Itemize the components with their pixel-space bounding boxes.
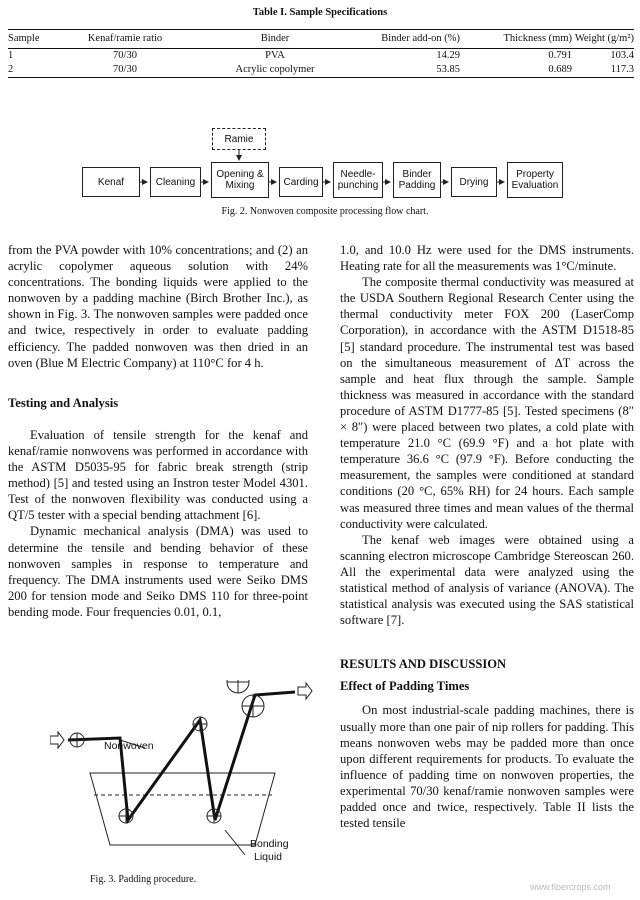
- table-cell: 0.689: [548, 64, 572, 75]
- paragraph: 1.0, and 10.0 Hz were used for the DMS instruments. Heating rate for all the measurements was 1°C/minute.: [340, 243, 634, 274]
- table-header-cell: Weight (g/m²): [574, 33, 634, 44]
- flow-step-needle-punching: Needle-punching: [333, 162, 383, 198]
- table-header-cell: Binder add-on (%): [381, 33, 460, 44]
- figure-2-caption: Fig. 2. Nonwoven composite processing flow chart.: [221, 206, 429, 217]
- table-cell: 70/30: [113, 64, 137, 75]
- flow-step-property-evaluation: Property Evaluation: [507, 162, 563, 198]
- table-cell: 14.29: [436, 50, 460, 61]
- table-row: [8, 63, 634, 77]
- flow-step-opening-mixing: Opening & Mixing: [211, 162, 269, 198]
- paragraph: The kenaf web images were obtained using a scanning electron microscope Cambridge Stereoscan 260. All the experimental data were analyzed using the statistical method of analysis of variance (ANOVA). The statistical analysis was executed using the SAS statistical software [7].: [340, 532, 634, 628]
- table-cell: 117.3: [610, 64, 634, 75]
- flow-step-binder-padding: Binder Padding: [393, 162, 441, 198]
- table-cell: 70/30: [113, 50, 137, 61]
- table-cell: PVA: [265, 50, 285, 61]
- table-bottom-rule: [8, 77, 634, 78]
- table-header-cell: Sample: [8, 33, 40, 44]
- paragraph: The composite thermal conductivity was measured at the USDA Southern Regional Research Center using the thermal conductivity meter FOX 200 (LaserComp Corporation), in accordance with the ASTM D1518-85 [5] standard procedure. The instrumental test was based on the simultaneous measurement of ΔT across the sample and heat flux through the sample. Sample thickness was measured in accordance with the standard procedure of ASTM D1777-85 [5]. Tested specimens (8″ × 8″) were placed between two plates, a cold plate with temperature 21.0 °C (69.9 °F) and a hot plate with temperature 36.6 °C (97.9 °F). Before conducting the measurement, the samples were conditioned at standard conditions (20 °C, 65% RH) for 24 hours. Each sample was measured three times and mean values of the thermal conductivity were calculated.: [340, 275, 634, 531]
- table-caption: Table I. Sample Specifications: [252, 7, 388, 18]
- section-heading-results: RESULTS AND DISCUSSION: [340, 657, 507, 672]
- figure-3-caption: Fig. 3. Padding procedure.: [90, 874, 197, 885]
- table-cell: 103.4: [610, 50, 634, 61]
- liquid-trough: [90, 773, 275, 845]
- nonwoven-web-path: [68, 692, 295, 820]
- table-cell: Acrylic copolymer: [235, 64, 315, 75]
- table-header-row: [8, 30, 634, 48]
- table-cell: 1: [8, 50, 14, 61]
- paragraph: On most industrial-scale padding machines, there is usually more than one pair of nip rollers for padding. This means nonwoven webs may be padded more than once upon different requirements for products. To evaluate the influence of padding time on nonwoven properties, the experimental 70/30 kenaf/ramie nonwoven samples were padded once and twice, respectively. Table II lists the tested tensile: [340, 703, 634, 831]
- specifications-table: [8, 29, 634, 78]
- table-cell: 53.85: [436, 64, 460, 75]
- flow-box-ramie: Ramie: [212, 128, 266, 150]
- label-bonding: Bonding: [250, 838, 289, 850]
- paragraph: Evaluation of tensile strength for the kenaf and kenaf/ramie nonwovens was performed in accordance with the ASTM D5035-95 for fabric break strength (strip method) [5] and tested using an Instron tester Model 4301. Test of the nonwoven flexibility was conducted using a QT/5 tester with a special bending attachment [6].: [8, 427, 308, 523]
- right-column: [340, 242, 634, 831]
- input-arrow-icon: [50, 732, 64, 748]
- paragraph: from the PVA powder with 10% concentrations; and (2) an acrylic copolymer aqueous solution with 24% concentrations. The bonding liquids were applied to the nonwoven by a padding machine (Birch Brother Inc.), as shown in Fig. 3. The nonwoven samples were padded once and twice, respectively in order to evaluate padding efficiency. The padded nonwoven was then dried in an oven (Blue M Electric Company) at 110°C for 4 h.: [8, 243, 308, 370]
- flow-step-drying: Drying: [451, 167, 497, 197]
- label-nonwoven: Nonwoven: [104, 740, 154, 752]
- table-header-cell: Binder: [260, 33, 290, 44]
- label-liquid: Liquid: [254, 851, 283, 863]
- left-column: [8, 242, 308, 620]
- flow-step-cleaning: Cleaning: [150, 167, 201, 197]
- output-arrow-icon: [298, 683, 312, 699]
- leader-line: [225, 830, 245, 855]
- table-row: [8, 49, 634, 63]
- watermark: www.fibercrops.com: [530, 882, 611, 892]
- flow-step-carding: Carding: [279, 167, 323, 197]
- section-heading-testing: Testing and Analysis: [8, 395, 119, 410]
- flow-step-kenaf: Kenaf: [82, 167, 140, 197]
- table-header-cell: Kenaf/ramie ratio: [87, 33, 163, 44]
- subsection-heading-padding: Effect of Padding Times: [340, 679, 470, 694]
- table-cell: 2: [8, 64, 14, 75]
- table-header-cell: Thickness (mm): [503, 33, 572, 44]
- table-cell: 0.791: [548, 50, 572, 61]
- paragraph: Dynamic mechanical analysis (DMA) was used to determine the tensile and bending behavior of these nonwoven samples in response to temperature and frequency. The DMA instruments used were Seiko DMS 200 for tension mode and Seiko DMS 110 for three-point bending mode. Four frequencies 0.01, 0.1,: [8, 524, 308, 619]
